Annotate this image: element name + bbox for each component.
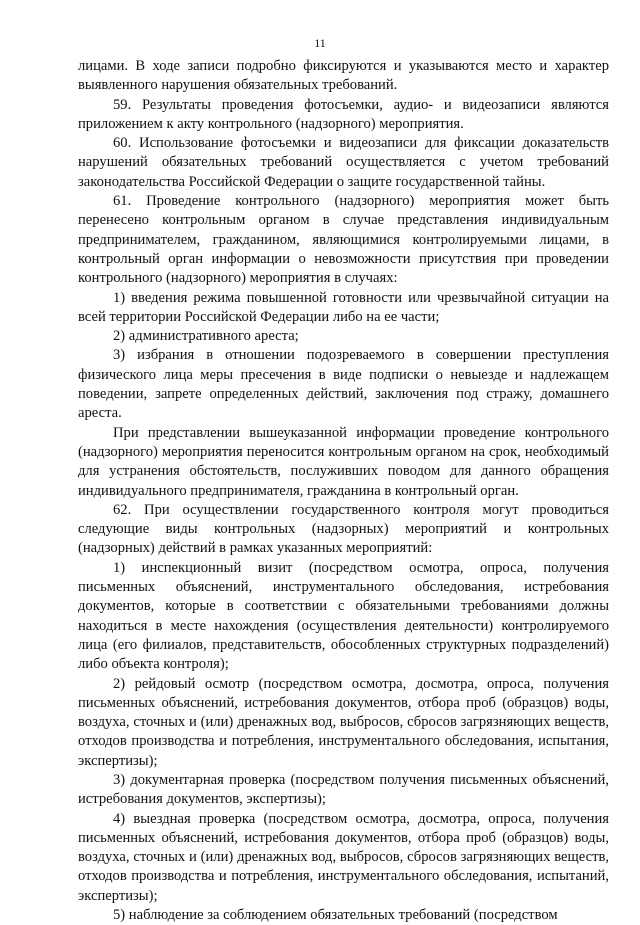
page-number: 11: [314, 36, 326, 50]
list-item-62-4: 4) выездная проверка (посредством осмотра, досмотра, опроса, получения письменных объяснений, истребования документов, отбора проб (образцов) воды, воздуха, сточных и (или) дренажных вод, выбросов, сбросов загрязняющих веществ, отходов производства и потребления, инструментального обследования, испытаний, экспертизы);: [78, 810, 609, 904]
paragraph-61-note: При представлении вышеуказанной информации проведение контрольного (надзорного) мероприятия переносится контрольным органом на срок, необходимый для устранения обстоятельств, послуживших поводом для данного обращения индивидуального предпринимателя, гражданина в контрольный орган.: [78, 424, 609, 499]
list-item-62-5: 5) наблюдение за соблюдением обязательных требований (посредством: [113, 907, 558, 924]
list-item-61-3: 3) избрания в отношении подозреваемого в совершении преступления физического лица меры пресечения в виде подписки о невыезде и надлежащем поведении, запрете определенных действий, заключения под стражу, домашнего ареста.: [78, 347, 609, 422]
paragraph-62: 62. При осуществлении государственного контроля могут проводиться следующие виды контрольных (надзорных) мероприятий и контрольных (надзорных) действий в рамках указанных мероприятий:: [78, 501, 609, 557]
list-item-62-1: 1) инспекционный визит (посредством осмотра, опроса, получения письменных объяснений, инструментального обследования, истребования документов, которые в соответствии с обязательными требованиями должны находиться в месте нахождения (осуществления деятельности) контролируемого лица (его филиалов, представительств, обособленных структурных подразделений) либо объекта контроля);: [78, 559, 609, 673]
list-item-61-1: 1) введения режима повышенной готовности или чрезвычайной ситуации на всей территории Российской Федерации либо на ее части;: [78, 289, 609, 325]
document-body: [78, 57, 609, 925]
list-item-61-2: 2) административного ареста;: [113, 328, 299, 345]
list-item-62-2: 2) рейдовый осмотр (посредством осмотра, досмотра, опроса, получения письменных объяснений, истребования документов, отбора проб (образцов) воды, воздуха, сточных и (или) дренажных вод, выбросов, сбросов загрязняющих веществ, отходов производства и потребления, инструментального обследования, испытания, экспертизы);: [78, 675, 609, 769]
paragraph-61: 61. Проведение контрольного (надзорного) мероприятия может быть перенесено контрольным органом в случае представления индивидуальным предпринимателем, гражданином, являющимися контролируемыми лицами, в контрольный орган информации о невозможности присутствия при проведении контрольного (надзорного) мероприятия в случаях:: [78, 193, 609, 287]
paragraph-60: 60. Использование фотосъемки и видеозаписи для фиксации доказательств нарушений обязательных требований осуществляется с учетом требований законодательства Российской Федерации о защите государственной тайны.: [78, 135, 609, 190]
paragraph-continuation: лицами. В ходе записи подробно фиксируются и указываются место и характер выявленного нарушения обязательных требований.: [78, 58, 609, 94]
list-item-62-3: 3) документарная проверка (посредством получения письменных объяснений, истребования документов, экспертизы);: [78, 771, 609, 808]
paragraph-59: 59. Результаты проведения фотосъемки, аудио- и видеозаписи являются приложением к акту контрольного (надзорного) мероприятия.: [78, 96, 609, 132]
